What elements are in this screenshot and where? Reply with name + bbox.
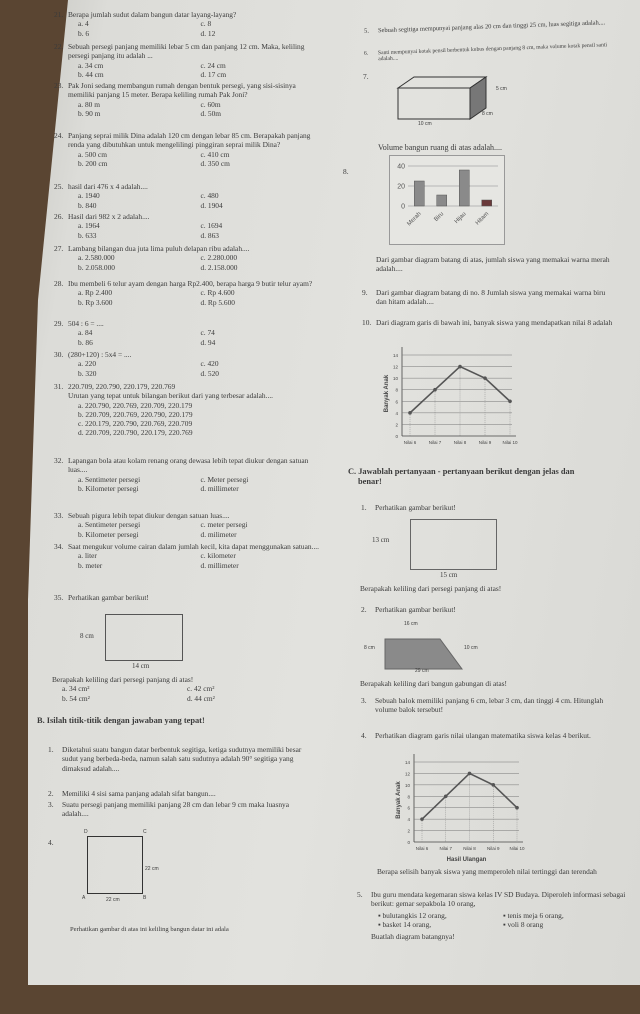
bar-chart-colors: [389, 155, 505, 245]
y-tick-label: 4: [407, 817, 410, 823]
c2-question: Berapakah keliling dari bangun gabungan di atas!: [360, 679, 507, 688]
question-c4: [361, 731, 625, 740]
answer-option[interactable]: d. 520: [200, 368, 219, 378]
y-tick-label: 6: [395, 399, 398, 405]
question-number: 27.: [54, 244, 64, 253]
answer-option[interactable]: c. Rp 4.600: [200, 288, 235, 298]
question-text: Ibu guru mendata kegemaran siswa kelas IV SD Budaya. Diperoleh informasi sebagai berikut: gemar sepakbola 10 orang,: [371, 890, 626, 909]
answer-option[interactable]: c. 480: [200, 191, 219, 201]
line-chart-hasil-ulangan: [392, 752, 527, 864]
label-height: 8 cm: [80, 632, 94, 640]
question-number: 31.: [54, 382, 64, 391]
answer-option[interactable]: b. 200 cm: [78, 158, 108, 168]
answer-option[interactable]: d. 44 cm²: [187, 693, 215, 703]
answer-option[interactable]: a. Sentimeter persegi: [78, 520, 141, 530]
question-text: Lapangan bola atau kolam renang orang dewasa lebih tepat diukur dengan satuan luas....: [68, 456, 309, 475]
data-point: [468, 772, 472, 776]
question-text: Santi mempunyai kotak pensil berbentuk kubus dengan panjang 8 cm, maka volume kotak pensil santi adalah....: [377, 42, 608, 63]
y-tick-label: 2: [407, 828, 410, 834]
rectangle-figure-c1: [410, 519, 497, 570]
answer-options: [68, 61, 323, 80]
question-text: Lambang bilangan dua juta lima puluh delapan ribu adalah....: [68, 244, 250, 253]
y-tick-label: 0: [407, 840, 410, 845]
answer-option[interactable]: b. 633: [78, 230, 97, 240]
x-tick-label: Nilai 7: [439, 846, 453, 851]
x-tick-label: Nilai 7: [428, 440, 442, 445]
answer-option[interactable]: a. 4: [78, 19, 89, 29]
section-c-heading: C. Jawablah pertanyaan - pertanyaan berikut dengan jelas dan benar!: [348, 467, 575, 486]
answer-option[interactable]: d. 1904: [200, 200, 223, 210]
bar-biru: [437, 195, 447, 206]
answer-option[interactable]: b. 320: [78, 368, 97, 378]
question-text: Sebuah pigura lebih tepat diukur dengan satuan luas....: [68, 511, 230, 520]
answer-option[interactable]: c. 8: [200, 19, 212, 29]
x-tick-label: Nilai 8: [463, 846, 476, 851]
answer-option[interactable]: c. 1694: [200, 221, 223, 231]
vertex-c: C: [143, 829, 147, 835]
answer-options: [68, 475, 323, 494]
b4-question: Perhatikan gambar di atas ini keliling bangun datar ini adala: [70, 926, 229, 933]
answer-option[interactable]: d. 863: [200, 230, 219, 240]
question-q34: [54, 542, 323, 570]
question-number: 9.: [362, 288, 368, 297]
answer-option[interactable]: d. millimeter: [200, 560, 239, 570]
question-text: Sebuah segitiga mempunyai panjang alas 20 cm dan tinggi 25 cm, luas segitiga adalah....: [377, 19, 606, 35]
label-side: 22 cm: [145, 866, 159, 872]
answer-options: [68, 288, 323, 307]
label-slant: 10 cm: [464, 645, 478, 651]
question-number: 30.: [54, 350, 64, 359]
bullet-item: ▪ tenis meja 6 orang,: [503, 911, 564, 920]
answer-option[interactable]: c. kilometer: [200, 551, 236, 561]
answer-option[interactable]: c. 220.179, 220.790, 220.769, 220.709: [78, 419, 193, 429]
question-number: 2.: [48, 789, 54, 798]
answer-option[interactable]: d. 50m: [200, 108, 222, 118]
question-text: Dari diagram garis di bawah ini, banyak siswa yang mendapatkan nilai 8 adalah: [376, 318, 613, 327]
answer-option[interactable]: d. 12: [200, 28, 216, 38]
answer-option[interactable]: a. Sentimeter persegi: [78, 474, 141, 484]
question-b3: [48, 800, 307, 819]
x-tick-label: Nilai 9: [486, 846, 500, 851]
question-text: Diketahui suatu bangun datar berbentuk segitiga, ketiga sudutnya memiliki besar sudut yang berbeda-beda, namun salah satu sudutnya adalah 90° segitiga yang dimaksud adalah....: [62, 745, 302, 773]
y-tick-label: 8: [407, 794, 410, 800]
answer-option[interactable]: d. 94: [200, 337, 216, 347]
question-number: 3.: [361, 696, 367, 705]
question-q24: [54, 131, 323, 168]
x-tick-label: Nilai 9: [478, 440, 492, 445]
answer-option[interactable]: d. 2.158.000: [200, 262, 238, 272]
question-c3: [361, 696, 625, 715]
question-text: Sebuah persegi panjang memiliki lebar 5 cm dan panjang 12 cm. Maka, keliling persegi panjang itu adalah ...: [68, 42, 305, 61]
bullet-item: ▪ bulutangkis 12 orang,: [378, 911, 447, 920]
question-text: Sebuah balok memiliki panjang 6 cm, lebar 3 cm, dan tinggi 4 cm. Hitunglah volume balok tersebut!: [375, 696, 604, 715]
q8-question: Dari gambar diagram batang di atas, jumlah siswa yang memakai warna merah adalah....: [376, 255, 610, 274]
question-number: 33.: [54, 511, 64, 520]
q7-question: Volume bangun ruang di atas adalah....: [378, 143, 503, 152]
question-number: 23.: [54, 81, 64, 90]
question-q33: [54, 511, 323, 539]
vertex-a: A: [82, 895, 86, 901]
question-text: 220.709, 220.790, 220.179, 220.769 Urutan yang tepat untuk bilangan berikut dari yang terbesar adalah....: [68, 382, 274, 401]
question-number: 5.: [357, 890, 363, 899]
y-tick-label: 40: [397, 163, 405, 171]
question-text: Perhatikan gambar berikut!: [68, 593, 149, 602]
question-text: Memiliki 4 sisi sama panjang adalah sifat bangun....: [62, 789, 216, 798]
answer-option[interactable]: d. Rp 5.600: [200, 297, 235, 307]
answer-option[interactable]: c. meter persegi: [200, 520, 248, 530]
question-q22: [54, 42, 323, 79]
answer-option[interactable]: a. 34 cm²: [62, 684, 90, 694]
y-tick-label: 14: [392, 353, 398, 358]
c1-question: Berapakah keliling dari persegi panjang di atas!: [360, 584, 502, 593]
question-text: (280+120) : 5x4 = ....: [68, 350, 132, 359]
data-point: [458, 365, 462, 369]
question-number: 29.: [54, 319, 64, 328]
question-c2: [361, 605, 615, 614]
bar-hijau: [459, 170, 469, 206]
y-tick-label: 20: [397, 183, 405, 191]
answer-option[interactable]: c. Meter persegi: [200, 474, 249, 484]
answer-option[interactable]: d. millimeter: [200, 483, 239, 493]
question-number: 8.: [343, 167, 349, 176]
label-left: 8 cm: [364, 645, 375, 651]
y-tick-label: 10: [392, 376, 398, 382]
data-point: [515, 806, 519, 810]
question-q26: [54, 212, 323, 240]
question-number: 2.: [361, 605, 367, 614]
question-b1: [48, 745, 307, 773]
y-tick-label: 12: [404, 771, 410, 777]
question-text: Ibu membeli 6 telur ayam dengan harga Rp2.400, berapa harga 9 butir telur ayam?: [68, 279, 313, 288]
question-text: Perhatikan gambar berikut!: [375, 605, 456, 614]
question-number: 28.: [54, 279, 64, 288]
question-q25: [54, 182, 323, 210]
answer-option[interactable]: c. 42 cm²: [187, 684, 215, 694]
question-number: 10.: [362, 318, 372, 327]
question-q29: [54, 319, 323, 347]
question-number: 24.: [54, 131, 64, 140]
question-number: 25.: [54, 182, 64, 191]
question-text: Saat mengukur volume cairan dalam jumlah kecil, kita dapat menggunakan satuan....: [68, 542, 319, 551]
question-number: 35.: [54, 593, 64, 602]
label-width: 15 cm: [440, 571, 458, 579]
answer-option[interactable]: b. Rp 3.600: [78, 297, 113, 307]
question-text: Pak Joni sedang membangun rumah dengan bentuk persegi, yang sisi-sisinya memiliki panjang 15 meter. Berapa keliling rumah Pak Joni?: [68, 81, 296, 100]
question-number: 4.: [48, 838, 54, 847]
answer-option[interactable]: b. 54 cm²: [62, 693, 90, 703]
answer-options: [68, 401, 323, 438]
answer-options: [68, 150, 323, 169]
answer-option[interactable]: d. milimeter: [200, 529, 237, 539]
question-q23: [54, 81, 323, 118]
data-point: [444, 794, 448, 798]
answer-option[interactable]: b. 86: [78, 337, 93, 347]
x-tick-label: Nilai 8: [453, 440, 467, 445]
y-tick-label: 14: [404, 760, 410, 765]
answer-option[interactable]: d. 350 cm: [200, 158, 230, 168]
vertex-d: D: [84, 829, 88, 835]
c5-bullet-list: [378, 911, 628, 930]
label-height: 13 cm: [372, 536, 390, 544]
answer-options: [68, 520, 323, 539]
question-q32: [54, 456, 323, 493]
answer-option[interactable]: a. 1964: [78, 221, 100, 231]
y-tick-label: 10: [404, 782, 410, 788]
question-q10: [362, 318, 616, 327]
c4-question: Berapa selisih banyak siswa yang memperoleh nilai tertinggi dan terendah: [377, 867, 597, 876]
question-number: 3.: [48, 800, 54, 809]
answer-option[interactable]: b. Kilometer persegi: [78, 529, 139, 539]
line-chart-nilai: [380, 345, 520, 450]
answer-option[interactable]: a. liter: [78, 551, 97, 561]
cuboid-figure: [395, 74, 505, 130]
question-text: Perhatikan diagram garis nilai ulangan matematika siswa kelas 4 berikut.: [375, 731, 591, 740]
c5-instruction: Buatlah diagram batangnya!: [371, 932, 455, 941]
answer-options: [68, 221, 323, 240]
question-text: Berapakah keliling dari persegi panjang di atas!: [52, 675, 194, 684]
label-length: 10 cm: [418, 121, 432, 127]
answer-option[interactable]: c. 74: [200, 328, 215, 338]
answer-option[interactable]: b. 220.709, 220.769, 220.790, 220.179: [78, 409, 193, 419]
data-point: [420, 817, 424, 821]
answer-option[interactable]: a. 34 cm: [78, 60, 104, 70]
bullet-item: ▪ basket 14 orang,: [378, 920, 432, 930]
y-tick-label: 8: [395, 387, 398, 393]
label-bottom: 29 cm: [415, 668, 429, 674]
question-number: 21.: [54, 10, 64, 19]
question-number: 32.: [54, 456, 64, 465]
question-number: 4.: [361, 731, 367, 740]
answer-option[interactable]: d. 220.709, 220.790, 220.179, 220.769: [78, 428, 193, 438]
section-b-heading: B. Isilah titik-titik dengan jawaban yang tepat!: [37, 716, 205, 725]
label-bottom: 22 cm: [106, 897, 120, 903]
question-number: 7.: [363, 72, 369, 81]
answer-option[interactable]: b. 6: [78, 28, 90, 38]
question-text: Berapa jumlah sudut dalam bangun datar layang-layang?: [68, 10, 237, 19]
question-number: 1.: [361, 503, 367, 512]
question-c1: [361, 503, 615, 512]
bullet-item: ▪ voli 8 orang: [503, 920, 544, 930]
answer-options: [68, 253, 323, 272]
question-number: 6.: [363, 50, 369, 57]
answer-option[interactable]: c. 2.280.000: [200, 253, 238, 263]
answer-option[interactable]: a. 80 m: [78, 99, 100, 109]
question-q28: [54, 279, 323, 307]
answer-option[interactable]: c. 420: [200, 359, 219, 369]
question-text: Suatu persegi panjang memiliki panjang 28 cm dan lebar 9 cm maka luasnya adalah....: [62, 800, 289, 819]
question-q35_after: [52, 675, 312, 703]
question-q27: [54, 244, 323, 272]
question-q9: [362, 288, 616, 307]
question-text: hasil dari 476 x 4 adalah....: [68, 182, 148, 191]
answer-option[interactable]: c. 60m: [200, 99, 221, 109]
answer-option[interactable]: a. 220: [78, 359, 97, 369]
answer-options: [68, 551, 323, 570]
x-tick-label: Nilai 10: [509, 846, 525, 851]
question-text: Hasil dari 982 x 2 adalah....: [68, 212, 150, 221]
label-depth: 8 cm: [482, 111, 493, 117]
answer-option[interactable]: b. 44 cm: [78, 69, 104, 79]
question-number: 5.: [363, 27, 369, 35]
x-tick-label: Nilai 10: [502, 440, 518, 445]
bar-merah: [414, 181, 424, 206]
y-tick-label: 0: [395, 434, 398, 439]
y-tick-label: 12: [392, 364, 398, 370]
answer-option[interactable]: a. 220.790, 220.769, 220.709, 220.179: [78, 400, 193, 410]
y-tick-label: 6: [407, 805, 410, 811]
answer-option[interactable]: c. 24 cm: [200, 60, 226, 70]
answer-options: [52, 684, 312, 703]
question-text: 504 : 6 = ....: [68, 319, 104, 328]
question-text: Perhatikan gambar berikut!: [375, 503, 456, 512]
answer-option[interactable]: b. 2.058.000: [78, 262, 115, 272]
x-tick-label: Biru: [433, 211, 446, 223]
answer-option[interactable]: d. 17 cm: [200, 69, 227, 79]
data-point: [433, 388, 437, 392]
x-tick-label: Merah: [406, 211, 423, 228]
square-abcd-figure: [87, 836, 143, 894]
data-point: [508, 399, 512, 403]
vertex-b: B: [143, 895, 147, 901]
answer-options: [68, 359, 323, 378]
y-axis-label: Banyak Anak: [396, 781, 402, 819]
data-point: [491, 783, 495, 787]
bar-hitam: [482, 200, 492, 206]
rectangle-figure-35: [105, 614, 183, 661]
answer-option[interactable]: a. 2.580.000: [78, 253, 115, 263]
answer-options: [68, 328, 323, 347]
question-text: Panjang seprai milik Dina adalah 120 cm dengan lebar 85 cm. Berapakah panjang renda yang dibutuhkan untuk mengelilingi pinggiran seprai milik Dina?: [68, 131, 311, 150]
answer-option[interactable]: b. Kilometer persegi: [78, 483, 139, 493]
y-axis-label: Banyak Anak: [384, 374, 390, 413]
y-tick-label: 4: [395, 410, 398, 416]
x-tick-label: Nilai 6: [415, 846, 429, 851]
x-tick-label: Nilai 6: [403, 440, 417, 445]
question-number: 1.: [48, 745, 54, 754]
question-q35: [54, 593, 323, 602]
answer-options: [68, 191, 323, 210]
answer-option[interactable]: a. 84: [78, 328, 93, 338]
x-tick-label: Hijau: [453, 211, 468, 226]
question-number: 34.: [54, 542, 64, 551]
answer-option[interactable]: a. Rp 2.400: [78, 288, 113, 298]
question-number: 22.: [54, 42, 64, 51]
answer-option[interactable]: b. meter: [78, 560, 103, 570]
question-c5: [357, 890, 633, 909]
question-q21: [54, 10, 323, 38]
answer-option[interactable]: a. 500 cm: [78, 149, 107, 159]
label-width: 14 cm: [132, 662, 150, 670]
question-q31: [54, 382, 323, 438]
y-tick-label: 0: [401, 203, 405, 211]
data-point: [483, 376, 487, 380]
question-q30: [54, 350, 323, 378]
question-text: Dari gambar diagram batang di no. 8 Jumlah siswa yang memakai warna biru dan hitam adalah....: [376, 288, 606, 307]
x-tick-label: Hitam: [474, 211, 491, 227]
answer-option[interactable]: b. 840: [78, 200, 97, 210]
x-axis-label: Hasil Ulangan: [446, 857, 487, 863]
question-b2: [48, 789, 307, 798]
answer-option[interactable]: a. 1940: [78, 191, 100, 201]
data-point: [408, 411, 412, 415]
label-height: 5 cm: [496, 86, 507, 92]
answer-option[interactable]: c. 410 cm: [200, 149, 230, 159]
answer-options: [68, 100, 323, 119]
y-tick-label: 2: [395, 422, 398, 428]
label-top: 16 cm: [404, 621, 418, 627]
question-number: 26.: [54, 212, 64, 221]
answer-option[interactable]: b. 90 m: [78, 108, 101, 118]
answer-options: [68, 19, 323, 38]
